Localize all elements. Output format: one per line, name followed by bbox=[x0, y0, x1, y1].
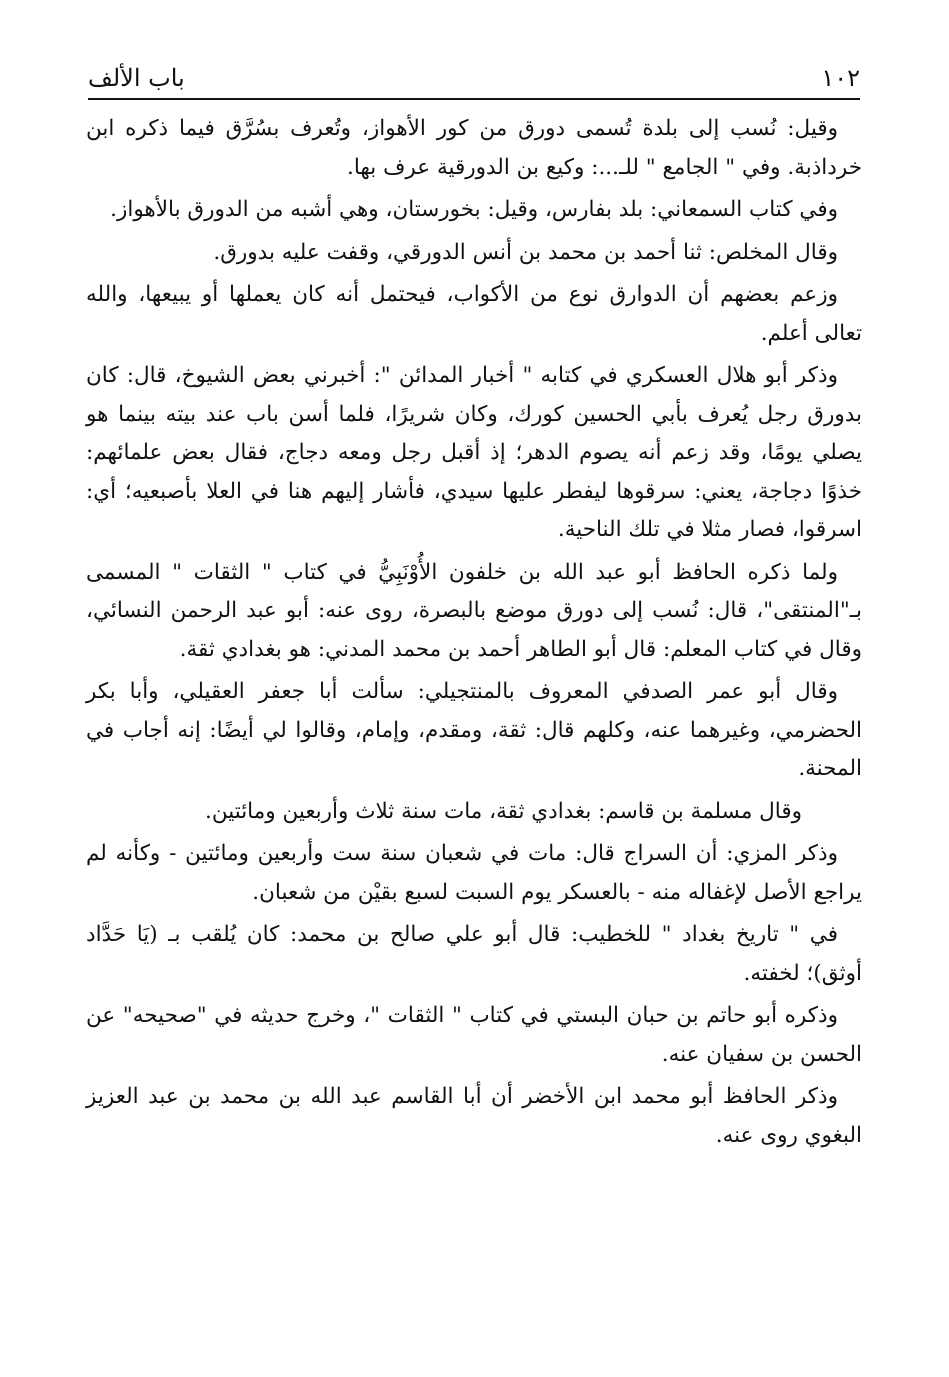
paragraph: وذكر المزي: أن السراج قال: مات في شعبان سنة ست وأربعين ومائتين - وكأنه لم يراجع الأصل لإغفاله منه - بالعسكر يوم السبت لسبع بقيْن من شعبان. bbox=[86, 841, 862, 905]
paragraph: وقال مسلمة بن قاسم: بغدادي ثقة، مات سنة ثلاث وأربعين ومائتين. bbox=[205, 798, 802, 824]
paragraph: وقال أبو عمر الصدفي المعروف بالمنتجيلي: سألت أبا جعفر العقيلي، وأبا بكر الحضرمي، وغيرهما عنه، وكلهم قال: ثقة، ومقدم، وإمام، وقالوا لي أيضًا: إنه أجاب في المحنة. bbox=[86, 679, 862, 781]
page-body bbox=[86, 110, 862, 1159]
paragraph: وقال المخلص: ثنا أحمد بن محمد بن أنس الدورقي، وقفت عليه بدورق. bbox=[213, 239, 838, 265]
running-head: باب الألف bbox=[88, 64, 185, 92]
paragraph: ولما ذكره الحافظ أبو عبد الله بن خلفون الأُوْنَبِيُّ في كتاب " الثقات " المسمى بـ"المنتقى"، قال: نُسب إلى دورق موضع بالبصرة، روى عنه: أبو عبد الرحمن النسائي، وقال في كتاب المعلم: قال أبو الطاهر أحمد بن محمد المدني: هو بغدادي ثقة. bbox=[86, 559, 862, 662]
paragraph: وفي كتاب السمعاني: بلد بفارس، وقيل: بخورستان، وهي أشبه من الدورق بالأهواز. bbox=[110, 197, 838, 222]
page-number: ١٠٢ bbox=[821, 64, 860, 92]
paragraph: وذكره أبو حاتم بن حبان البستي في كتاب " الثقات "، وخرج حديثه في "صحيحه" عن الحسن بن سفيان عنه. bbox=[86, 1003, 862, 1067]
paragraph: وذكر أبو هلال العسكري في كتابه " أخبار المدائن ": أخبرني بعض الشيوخ، قال: كان بدورق رجل يُعرف بأبي الحسين كورك، وكان شريرًا، فلما أسن باب عند بيته بينما هو يصلي يومًا، وقد زعم أنه يصوم الدهر؛ إذ أقبل رجل ومعه دجاج، فقال بعض علمائهم: خذوًا دجاجة، يعني: سرقوها ليفطر عليها سيدي، فأشار إليهم هنا في العلا بأصبعيه؛ أي: اسرقوا، فصار مثلا في تلك الناحية. bbox=[86, 363, 862, 542]
page-header bbox=[88, 58, 860, 100]
paragraph: وزعم بعضهم أن الدوارق نوع من الأكواب، فيحتمل أنه كان يعملها أو يبيعها، والله تعالى أعلم. bbox=[86, 282, 862, 346]
paragraph: وقيل: نُسب إلى بلدة تُسمى دورق من كور الأهواز، وتُعرف بسُرَّق فيما ذكره ابن خرداذبة. وفي " الجامع " للـ...: وكيع بن الدورقية عرف بها. bbox=[86, 116, 862, 180]
paragraph: وذكر الحافظ أبو محمد ابن الأخضر أن أبا القاسم عبد الله بن محمد بن عبد العزيز البغوي روى عنه. bbox=[86, 1084, 862, 1148]
paragraph: في " تاريخ بغداد " للخطيب: قال أبو علي صالح بن محمد: كان يُلقب بـ (يَا حَدَّاد أوثق)؛ لخفته. bbox=[86, 922, 862, 986]
